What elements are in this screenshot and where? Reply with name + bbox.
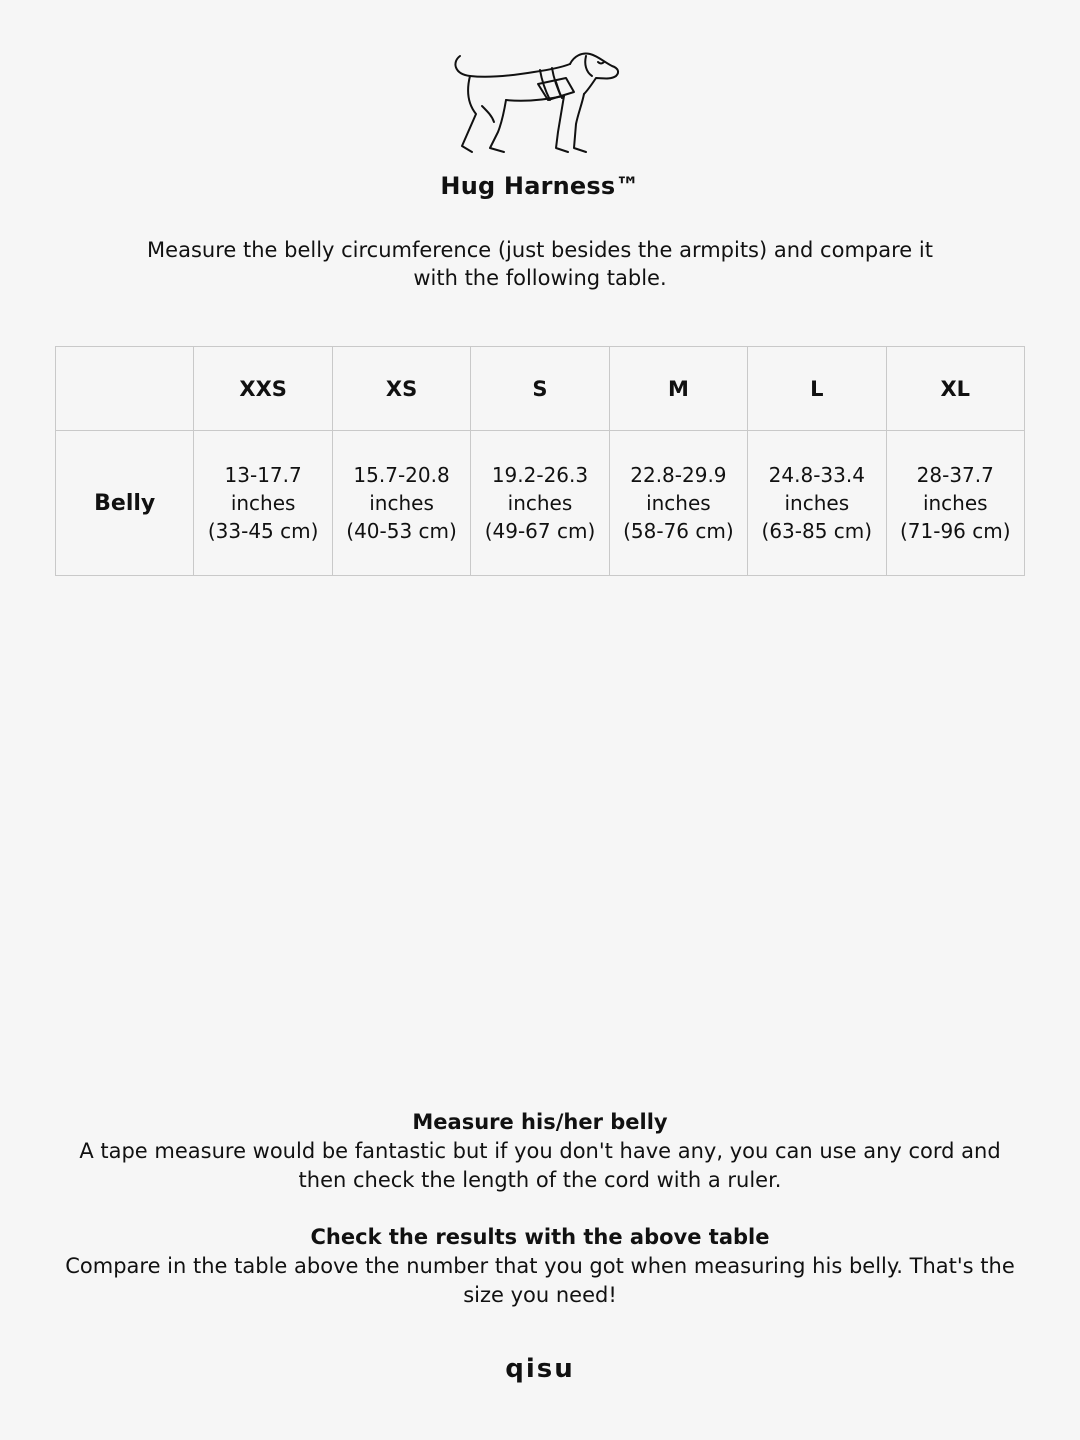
product-title: Hug Harness™	[440, 172, 640, 200]
step-title: Check the results with the above table	[310, 1225, 770, 1249]
step-text: A tape measure would be fantastic but if you don't have any, you can use any cord and then check the length of the cord with a ruler.	[79, 1139, 1001, 1192]
cell-range: 19.2-26.3	[491, 463, 589, 487]
cell-metric: (71-96 cm)	[899, 519, 1011, 543]
intro-text: Measure the belly circumference (just besides the armpits) and compare it with the following table.	[147, 238, 933, 290]
cell-range: 28-37.7	[916, 463, 994, 487]
table-cell-xxs	[194, 431, 332, 576]
size-header-xl: XL	[886, 347, 1024, 431]
cell-metric: (58-76 cm)	[623, 519, 734, 543]
dog-with-harness-icon	[448, 48, 628, 160]
size-header-xxs: XXS	[194, 347, 332, 431]
instruction-step-compare	[60, 1223, 1020, 1310]
cell-range: 15.7-20.8	[353, 463, 450, 487]
table-cell-m	[609, 431, 747, 576]
cell-unit: inches	[369, 491, 434, 515]
measuring-instructions	[60, 1108, 1020, 1310]
table-row	[56, 431, 1025, 576]
brand-logo: qisu	[505, 1354, 575, 1384]
cell-unit: inches	[784, 491, 850, 515]
cell-unit: inches	[230, 491, 296, 515]
size-header-l: L	[748, 347, 886, 431]
size-header-m: M	[609, 347, 747, 431]
cell-range: 13-17.7	[224, 463, 302, 487]
size-header-s: S	[471, 347, 609, 431]
cell-unit: inches	[922, 491, 988, 515]
cell-metric: (33-45 cm)	[207, 519, 319, 543]
table-cell-xl	[886, 431, 1024, 576]
table-header-row	[56, 347, 1025, 431]
instruction-step-measure	[60, 1108, 1020, 1195]
row-label-belly: Belly	[56, 431, 194, 576]
table-header-corner	[56, 347, 194, 431]
cell-metric: (49-67 cm)	[484, 519, 596, 543]
cell-metric: (40-53 cm)	[346, 519, 457, 543]
table-cell-s	[471, 431, 609, 576]
cell-range: 22.8-29.9	[630, 463, 727, 487]
cell-range: 24.8-33.4	[768, 463, 865, 487]
cell-unit: inches	[507, 491, 573, 515]
step-title: Measure his/her belly	[412, 1110, 668, 1134]
step-text: Compare in the table above the number that you got when measuring his belly. That's the size you need!	[65, 1254, 1015, 1307]
size-header-xs: XS	[332, 347, 470, 431]
cell-metric: (63-85 cm)	[761, 519, 873, 543]
table-cell-xs	[332, 431, 470, 576]
table-cell-l	[748, 431, 886, 576]
size-chart-table	[55, 346, 1025, 576]
cell-unit: inches	[646, 491, 711, 515]
